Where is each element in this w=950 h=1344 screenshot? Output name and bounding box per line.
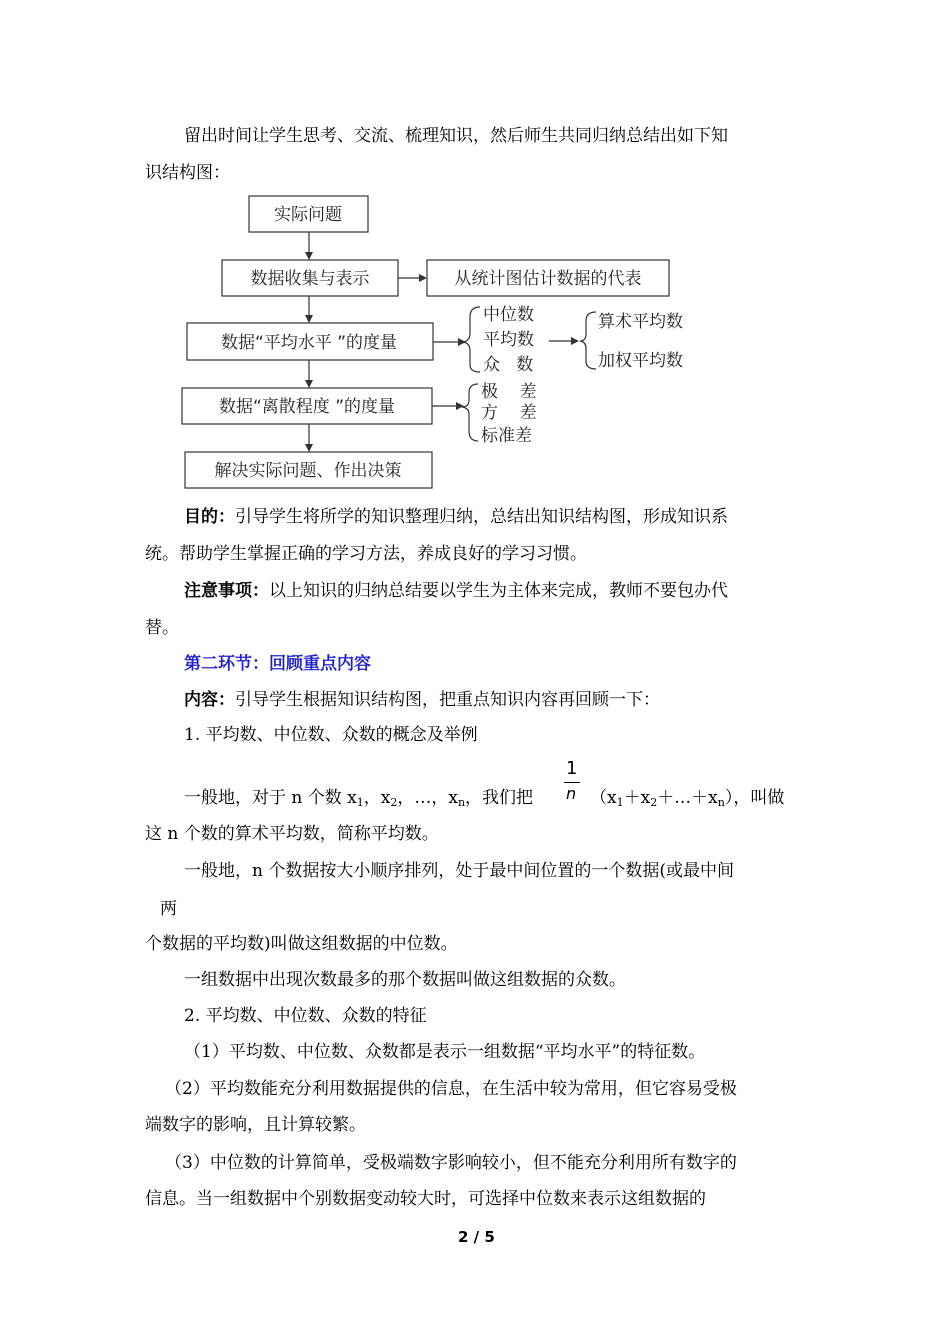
- item-2-point-2-line-1: （2）平均数能充分利用数据提供的信息，在生活中较为常用，但它容易受极: [165, 1079, 737, 1099]
- notes-label: 注意事项：: [184, 581, 269, 601]
- box-data-collection-label: 数据收集与表示: [250, 269, 370, 289]
- box-dispersion-label: 数据“离散程度 ”的度量: [218, 397, 396, 417]
- item-2-point-1: （1）平均数、中位数、众数都是表示一组数据“平均水平”的特征数。: [184, 1042, 706, 1062]
- mean-def-text-5: （x: [590, 788, 617, 808]
- mean-def-text-7: ＋…＋x: [657, 788, 718, 808]
- mean-definition-line-1: [184, 787, 533, 814]
- list-mode: 众 数: [483, 355, 534, 375]
- mean-def-text-3: ，…，x: [397, 788, 458, 808]
- subscript-2b: 2: [650, 796, 658, 809]
- mean-def-text-4: ，我们把: [465, 788, 534, 808]
- list-range: 极 差: [481, 382, 537, 402]
- list-weighted-mean: 加权平均数: [598, 351, 683, 371]
- median-definition-line-3: 个数据的平均数)叫做这组数据的中位数。: [145, 934, 458, 954]
- section-2-title: 第二环节：回顾重点内容: [184, 654, 371, 674]
- intro-line-1: 留出时间让学生思考、交流、梳理知识，然后师生共同归纳总结出如下知: [184, 126, 728, 146]
- subscript-2: 2: [390, 796, 398, 809]
- purpose-label: 目的：: [184, 507, 235, 527]
- box-estimate-from-charts-label: 从统计图估计数据的代表: [454, 269, 642, 289]
- item-1-title: 1. 平均数、中位数、众数的概念及举例: [184, 725, 478, 745]
- page-number: 2 / 5: [458, 1228, 495, 1246]
- mean-def-text-2: ，x: [363, 788, 391, 808]
- purpose-line-2: 统。帮助学生掌握正确的学习方法，养成良好的学习习惯。: [145, 544, 587, 564]
- list-std-dev: 标准差: [481, 426, 532, 446]
- purpose-text: 引导学生将所学的知识整理归纳，总结出知识结构图，形成知识系: [235, 507, 728, 527]
- notes-line-1: [184, 580, 728, 602]
- mean-definition-line-2: 这 n 个数的算术平均数，简称平均数。: [145, 824, 439, 844]
- box-solve-problems-label: 解决实际问题、作出决策: [214, 461, 402, 481]
- mean-def-text-6: ＋x: [623, 788, 651, 808]
- content-text: 引导学生根据知识结构图，把重点知识内容再回顾一下：: [235, 690, 660, 710]
- notes-line-2: 替。: [145, 618, 179, 638]
- notes-text: 以上知识的归纳总结要以学生为主体来完成，教师不要包办代: [269, 581, 728, 601]
- list-mean: 平均数: [483, 330, 534, 350]
- box-average-level-label: 数据“平均水平 ”的度量: [220, 333, 398, 353]
- item-2-point-3-line-1: （3）中位数的计算简单，受极端数字影响较小，但不能充分利用所有数字的: [165, 1153, 737, 1173]
- median-definition-line-1: 一般地，n 个数据按大小顺序排列，处于最中间位置的一个数据(或最中间: [184, 861, 734, 881]
- purpose-line-1: [184, 506, 728, 528]
- list-arithmetic-mean: 算术平均数: [598, 312, 683, 332]
- subscript-n: n: [457, 796, 466, 809]
- subscript-1b: 1: [616, 796, 624, 809]
- mean-definition-line-1-tail: [590, 787, 784, 814]
- subscript-nb: n: [717, 796, 725, 809]
- list-variance: 方 差: [481, 403, 537, 423]
- mean-def-text-8: ），叫做: [724, 788, 785, 808]
- content-line: [184, 689, 660, 711]
- subscript-1: 1: [356, 796, 364, 809]
- intro-line-2: 识结构图：: [145, 163, 230, 183]
- item-2-point-3-line-2: 信息。当一组数据中个别数据变动较大时，可选择中位数来表示这组数据的: [145, 1189, 706, 1209]
- list-median: 中位数: [483, 305, 534, 325]
- content-label: 内容：: [184, 690, 235, 710]
- item-2-title: 2. 平均数、中位数、众数的特征: [184, 1006, 427, 1026]
- box-practical-problem-label: 实际问题: [274, 205, 342, 225]
- mode-definition: 一组数据中出现次数最多的那个数据叫做这组数据的众数。: [184, 970, 626, 990]
- item-2-point-2-line-2: 端数字的影响，且计算较繁。: [145, 1115, 366, 1135]
- fraction-numerator: 1: [566, 758, 578, 779]
- mean-def-text-1: 一般地，对于 n 个数 x: [184, 788, 357, 808]
- knowledge-structure-diagram: [0, 0, 950, 500]
- median-definition-line-2: 两: [160, 899, 177, 919]
- fraction-denominator: n: [566, 784, 577, 803]
- fraction-bar: [564, 782, 580, 783]
